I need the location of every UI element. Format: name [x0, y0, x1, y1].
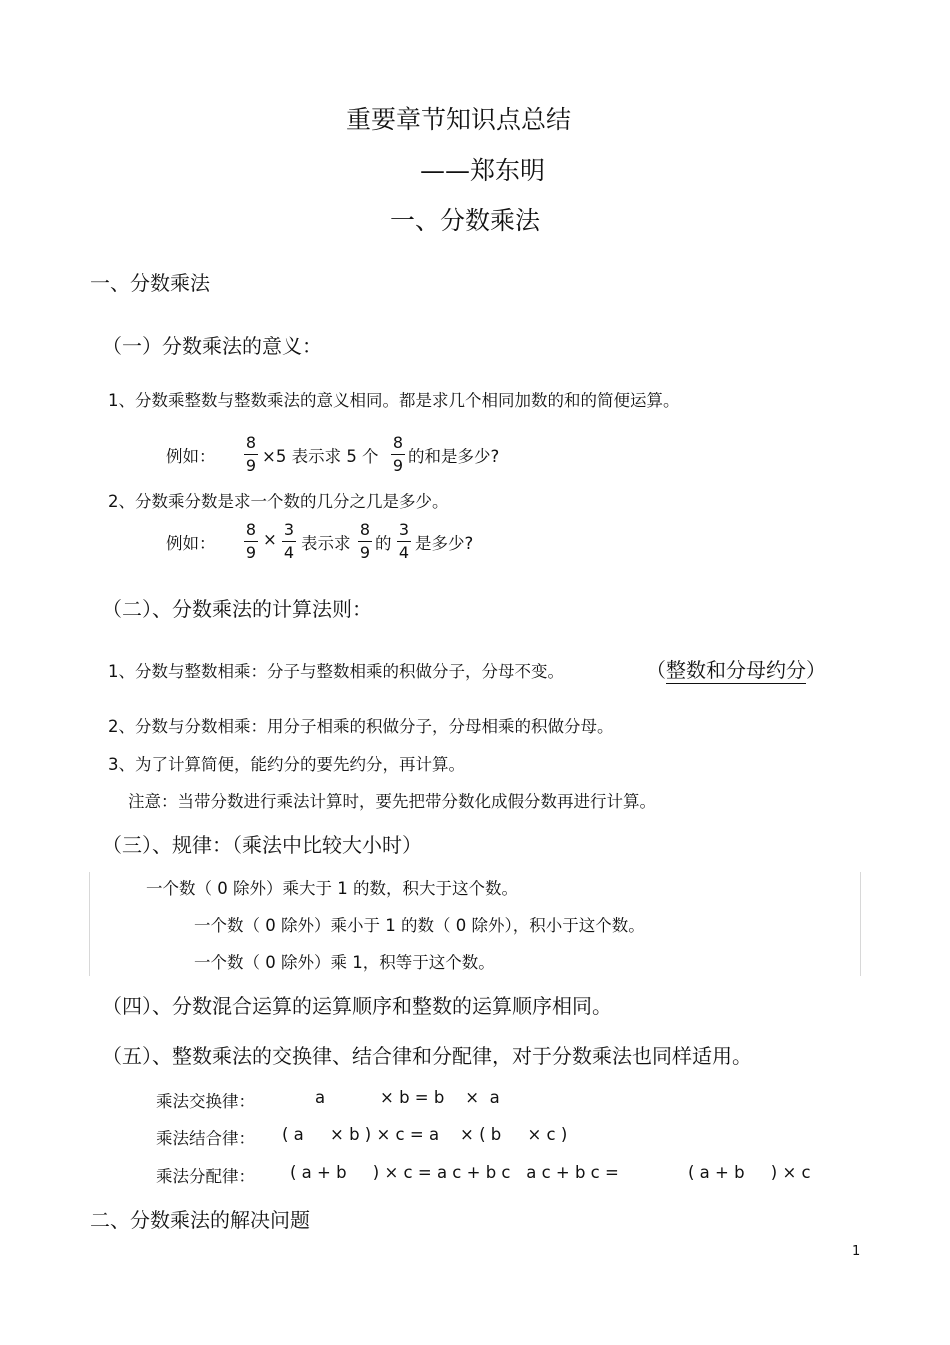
rule-note	[646, 654, 826, 683]
part-heading-patterns: （三）、规律：（乘法中比较大小时）	[102, 833, 422, 857]
meaning-item-1: 1、分数乘整数与整数乘法的意义相同。都是求几个相同加数的和的简便运算。	[108, 391, 680, 410]
section-heading: 二、分数乘法的解决问题	[90, 1208, 310, 1232]
fraction-numerator: 8	[244, 520, 258, 542]
example-text: 表示求	[301, 534, 351, 553]
meaning-item-2: 2、分数乘分数是求一个数的几分之几是多少。	[108, 492, 449, 511]
law-label: 乘法分配律：	[156, 1167, 255, 1186]
part-heading-meaning: （一）分数乘法的意义：	[102, 334, 322, 358]
rule-item-2: 2、分数与分数相乘：用分子相乘的积做分子，分母相乘的积做分母。	[108, 717, 614, 736]
example-label: 例如：	[166, 447, 216, 466]
box-left-border	[89, 872, 90, 976]
law-expression: ( a × b ) × c = a × ( b × c )	[282, 1125, 568, 1144]
note-text: 整数和分母约分	[666, 658, 806, 682]
fraction-numerator: 8	[391, 433, 405, 455]
fraction	[358, 520, 372, 563]
fraction-numerator: 3	[282, 520, 296, 542]
fraction-denominator: 4	[283, 543, 295, 562]
fraction-numerator: 8	[244, 433, 258, 455]
fraction-denominator: 9	[392, 456, 404, 475]
fraction-numerator: 3	[397, 520, 411, 542]
fraction-denominator: 9	[245, 543, 257, 562]
law-label: 乘法结合律：	[156, 1129, 255, 1148]
pattern-rule-2: 一个数（ 0 除外）乘小于 1 的数（ 0 除外），积小于这个数。	[194, 916, 645, 935]
pattern-rule-3: 一个数（ 0 除外）乘 1，积等于这个数。	[194, 953, 495, 972]
note-close-paren: ）	[806, 658, 826, 682]
author-line: ——郑东明	[420, 156, 546, 185]
section-heading: 一、分数乘法	[90, 271, 210, 295]
example-text: ×5 表示求 5 个	[262, 447, 379, 466]
part-heading-rules: （二）、分数乘法的计算法则：	[102, 597, 372, 621]
times-sign: ×	[263, 530, 277, 549]
fraction	[244, 520, 258, 563]
law-expression: × b = b × a	[380, 1088, 500, 1107]
pattern-rule-1: 一个数（ 0 除外）乘大于 1 的数，积大于这个数。	[146, 879, 518, 898]
example-text: 是多少?	[415, 534, 474, 553]
fraction	[282, 520, 296, 563]
law-expression: ( a + b ) × c = a c + b c a c + b c =	[290, 1163, 619, 1182]
rule-note-attention: 注意：当带分数进行乘法计算时，要先把带分数化成假分数再进行计算。	[128, 792, 656, 811]
document-title: 重要章节知识点总结	[346, 105, 572, 134]
fraction-denominator: 9	[359, 543, 371, 562]
example-label: 例如：	[166, 534, 216, 553]
law-expression: a	[315, 1088, 326, 1107]
law-label: 乘法交换律：	[156, 1092, 255, 1111]
note-open-paren: （	[646, 658, 666, 682]
box-right-border	[860, 872, 861, 976]
fraction-numerator: 8	[358, 520, 372, 542]
chapter-title: 一、分数乘法	[390, 206, 541, 235]
fraction-denominator: 9	[245, 456, 257, 475]
rule-item-1: 1、分数与整数相乘：分子与整数相乘的积做分子，分母不变。	[108, 662, 564, 681]
fraction	[244, 433, 258, 476]
part-heading-laws: （五）、整数乘法的交换律、结合律和分配律，对于分数乘法也同样适用。	[102, 1044, 752, 1068]
fraction	[391, 433, 405, 476]
fraction-denominator: 4	[398, 543, 410, 562]
part-heading-order: （四）、分数混合运算的运算顺序和整数的运算顺序相同。	[102, 994, 612, 1018]
example-text: 的和是多少?	[408, 447, 500, 466]
fraction	[397, 520, 411, 563]
page-number: 1	[852, 1244, 861, 1259]
example-text: 的	[375, 534, 392, 553]
law-expression: ( a + b ) × c	[688, 1163, 811, 1182]
rule-item-3: 3、为了计算简便，能约分的要先约分，再计算。	[108, 755, 465, 774]
